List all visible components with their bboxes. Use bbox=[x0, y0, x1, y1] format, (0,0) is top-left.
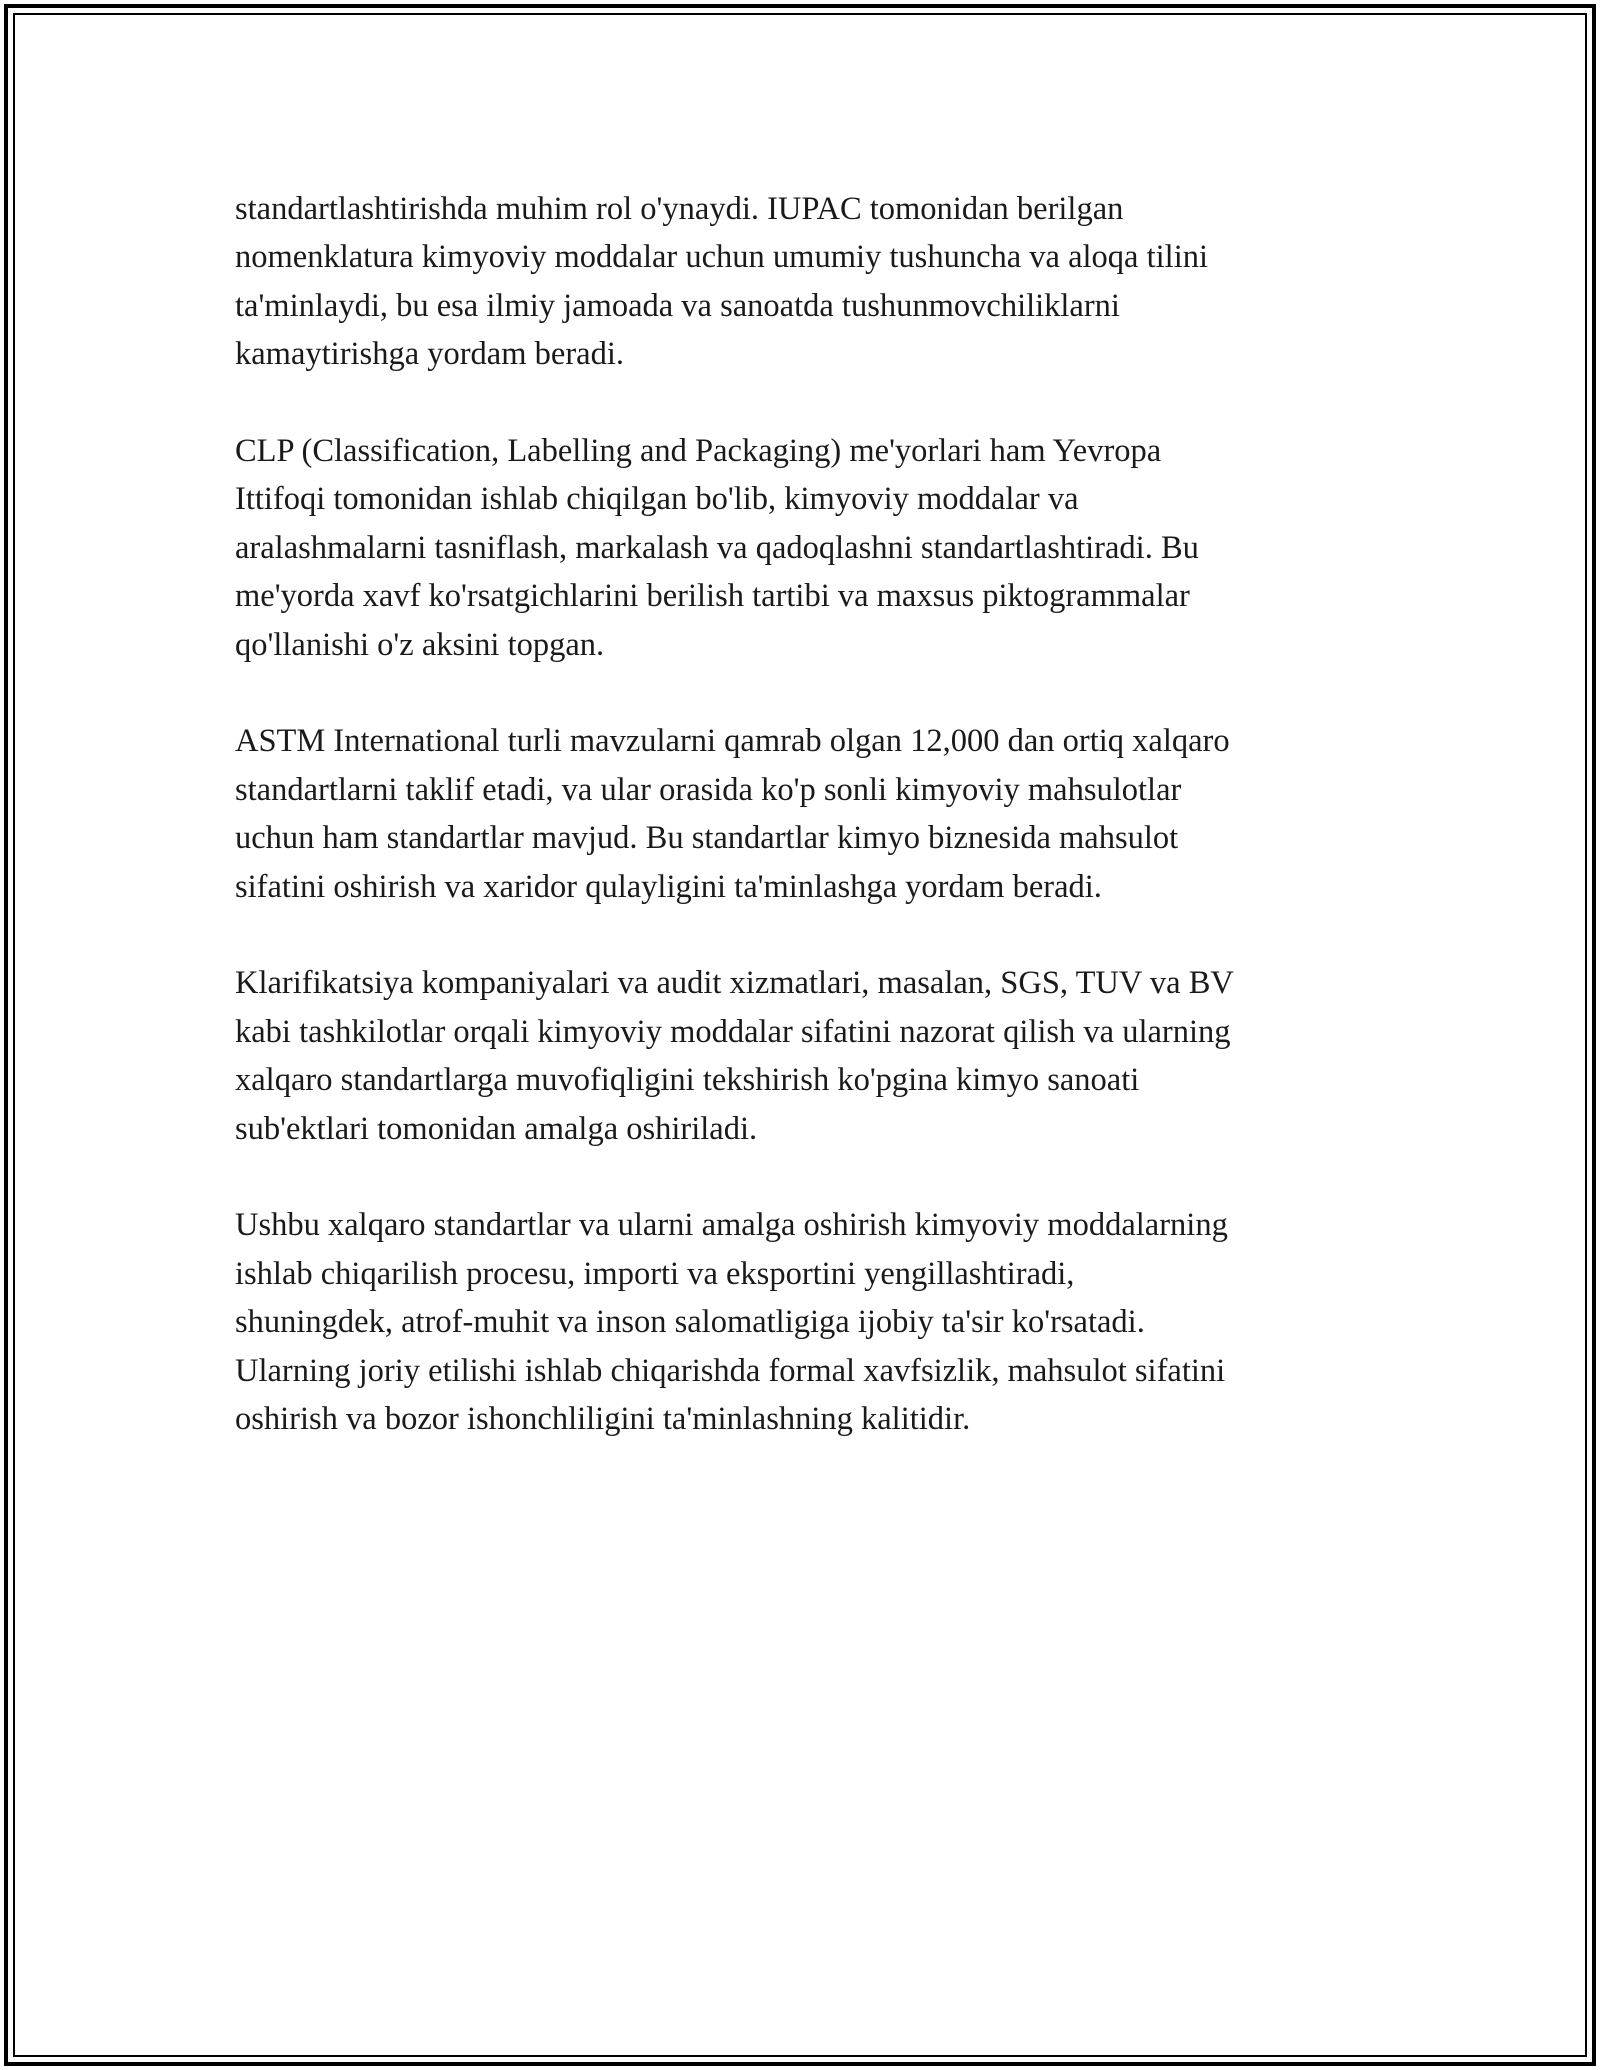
text-line: Ittifoqi tomonidan ishlab chiqilgan bo'lib, kimyoviy moddalar va bbox=[235, 481, 1079, 518]
text-line: standartlashtirishda muhim rol o'ynaydi. IUPAC tomonidan berilgan bbox=[235, 191, 1124, 227]
paragraph-audit bbox=[235, 959, 1375, 1153]
paragraph-iupac bbox=[235, 185, 1375, 379]
text-line: ishlab chiqarilish procesu, importi va eksportini yengillashtiradi, bbox=[235, 1255, 1075, 1292]
text-line: me'yorda xavf ko'rsatgichlarini berilish tartibi va maxsus piktogrammalar bbox=[235, 578, 1190, 615]
document-body bbox=[235, 185, 1375, 1492]
text-line: xalqaro standartlarga muvofiqligini tekshirish ko'pgina kimyo sanoati bbox=[235, 1062, 1140, 1099]
paragraph-clp bbox=[235, 427, 1375, 669]
text-line: kabi tashkilotlar orqali kimyoviy moddalar sifatini nazorat qilish va ularning bbox=[235, 1013, 1231, 1050]
paragraph-astm bbox=[235, 717, 1375, 911]
text-line: Ushbu xalqaro standartlar va ularni amalga oshirish kimyoviy moddalarning bbox=[235, 1207, 1228, 1244]
text-line: nomenklatura kimyoviy moddalar uchun umumiy tushuncha va aloqa tilini bbox=[235, 239, 1209, 276]
text-line: Ularning joriy etilishi ishlab chiqarishda formal xavfsizlik, mahsulot sifatini bbox=[235, 1352, 1226, 1389]
text-line: uchun ham standartlar mavjud. Bu standartlar kimyo biznesida mahsulot bbox=[235, 820, 1179, 857]
text-line: shuningdek, atrof-muhit va inson salomatligiga ijobiy ta'sir ko'rsatadi. bbox=[235, 1304, 1145, 1341]
text-line: aralashmalarni tasniflash, markalash va qadoqlashni standartlashtiradi. Bu bbox=[235, 529, 1199, 566]
text-line: CLP (Classification, Labelling and Packaging) me'yorlari ham Yevropa bbox=[235, 433, 1162, 470]
text-line: ta'minlaydi, bu esa ilmiy jamoada va sanoatda tushunmovchiliklarni bbox=[235, 287, 1120, 324]
text-line: Klarifikatsiya kompaniyalari va audit xizmatlari, masalan, SGS, TUV va BV bbox=[235, 965, 1234, 1002]
text-line: standartlarni taklif etadi, va ular orasida ko'p sonli kimyoviy mahsulotlar bbox=[235, 771, 1182, 808]
text-line: sifatini oshirish va xaridor qulayligini ta'minlashga yordam beradi. bbox=[235, 868, 1102, 905]
text-line: kamaytirishga yordam beradi. bbox=[235, 336, 624, 373]
text-line: qo'llanishi o'z aksini topgan. bbox=[235, 626, 605, 663]
text-line: oshirish va bozor ishonchliligini ta'minlashning kalitidir. bbox=[235, 1401, 971, 1438]
text-line: ASTM International turli mavzularni qamrab olgan 12,000 dan ortiq xalqaro bbox=[235, 723, 1230, 760]
text-line: sub'ektlari tomonidan amalga oshiriladi. bbox=[235, 1110, 758, 1147]
paragraph-conclusion bbox=[235, 1201, 1375, 1443]
